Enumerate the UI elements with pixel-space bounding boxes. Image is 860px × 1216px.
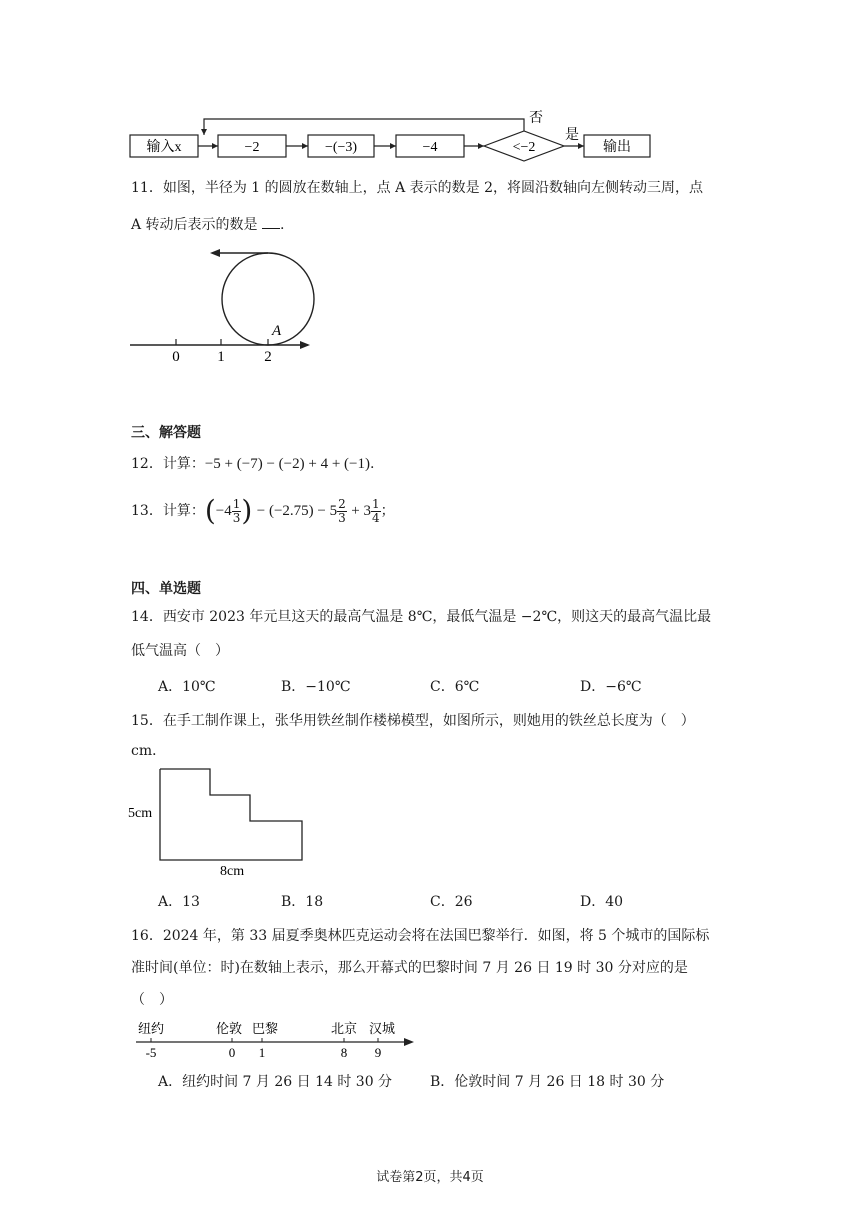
flow-output-label: 输出 [603,140,631,155]
flowchart [120,105,660,165]
q11-tick-1: 1 [217,349,225,365]
q14-option-b[interactable]: B．−10℃ [281,679,351,695]
q13-b-den: 3 [338,510,346,525]
q15-stair-outline [160,769,302,860]
flow-op3-label: −4 [422,140,438,155]
q11-axis-arrow [300,341,310,349]
q13-a-den: 3 [232,510,241,525]
q11-line2-wrap [131,214,284,235]
q15-option-c[interactable]: C．26 [430,894,473,910]
q16-value-beijing: 8 [340,1045,348,1060]
q13-c-den: 4 [371,510,380,525]
q15-option-b[interactable]: B．18 [281,894,324,910]
q16-city-beijing: 北京 [330,1021,358,1036]
q11-tick-0: 0 [172,349,180,365]
flow-no-label: 否 [529,111,543,126]
q16-city-newyork: 纽约 [137,1021,165,1036]
q11-circle [222,253,314,345]
q15-line2: cm． [131,743,167,759]
q11-tick-2: 2 [264,349,272,365]
q14-line2: 低气温高（ ） [131,643,229,659]
q16-city-seoul: 汉城 [368,1021,396,1036]
q13-prefix: 13．计算： [131,503,205,519]
q15-height-label: 5cm [128,806,153,821]
q11-line2: A 转动后表示的数是 [131,217,258,233]
q13-a-num: 1 [232,496,241,511]
q11-line2-end: . [280,217,285,233]
q14-option-d[interactable]: D．−6℃ [580,679,642,695]
q13-c-num: 1 [371,496,380,511]
q11-point-label: A [272,323,282,339]
q15-width-label: 8cm [220,864,245,879]
q14-option-a[interactable]: A．10℃ [158,679,216,695]
q13: 13．计算：(−4 $\frac{1}{3}$ ) − (−2.75) − 5 $\frac{2}{3}$ + 3 $\frac{1}{4}$ ； [131,494,395,527]
q13-plus: + 3 [351,503,371,519]
flow-yes-label: 是 [565,128,579,143]
q15-option-a[interactable]: A．13 [158,894,200,910]
q12-end: . [369,456,375,472]
q11-answer-blank [262,214,280,229]
q16-value-paris: 1 [258,1045,266,1060]
q13-int-a: −4 [215,503,232,519]
q16-axis-arrow [404,1038,414,1046]
q13-mid: − (−2.75) − 5 [256,503,338,519]
q16-time-axis [132,1018,422,1062]
q15-line1: 15．在手工制作课上，张华用铁丝制作楼梯模型，如图所示，则她用的铁丝总长度为（ ） [131,713,695,729]
flow-input-label: 输入x [146,140,182,155]
q16-value-seoul: 9 [374,1045,382,1060]
q11-rotation-arrow [210,249,220,257]
q12-prefix: 12．计算： [131,456,205,472]
q16-option-a[interactable]: A．纽约时间 7 月 26 日 14 时 30 分 [158,1074,393,1090]
q16-value-newyork: -5 [145,1045,157,1060]
q15-stair-figure [126,765,316,880]
q16-line3: （ ） [131,992,173,1008]
q11-line1: 11．如图，半径为 1 的圆放在数轴上，点 A 表示的数是 2，将圆沿数轴向左侧转动三周，点 [131,180,703,196]
q12-expr: −5 + (−7) − (−2) + 4 + (−1) [204,456,370,472]
q16-option-b[interactable]: B．伦敦时间 7 月 26 日 18 时 30 分 [430,1074,665,1090]
section3-title: 三、解答题 [131,425,201,441]
q11-figure [126,245,326,370]
q16-line1: 16．2024 年，第 33 届夏季奥林匹克运动会将在法国巴黎举行．如图，将 5 个城市的国际标 [131,928,710,944]
flow-op1-label: −2 [244,140,260,155]
q12 [131,454,374,474]
q14-line1: 14．西安市 2023 年元旦这天的最高气温是 8℃，最低气温是 −2℃，则这天的最高气温比最 [131,609,712,625]
flow-op2-label: −(−3) [324,140,358,155]
section4-title: 四、单选题 [131,581,201,597]
q13-end: ； [380,503,395,519]
q13-b-num: 2 [338,496,346,511]
page-footer: 试卷第2页，共4页 [376,1170,484,1185]
q16-city-london: 伦敦 [215,1021,243,1036]
q16-value-london: 0 [228,1045,236,1060]
q16-line2: 准时间(单位：时)在数轴上表示，那么开幕式的巴黎时间 7 月 26 日 19 时 30 分对应的是 [131,960,688,976]
q16-city-paris: 巴黎 [251,1021,279,1036]
flow-condition-label: <−2 [512,140,536,155]
q15-option-d[interactable]: D．40 [580,894,624,910]
q14-option-c[interactable]: C．6℃ [430,679,480,695]
